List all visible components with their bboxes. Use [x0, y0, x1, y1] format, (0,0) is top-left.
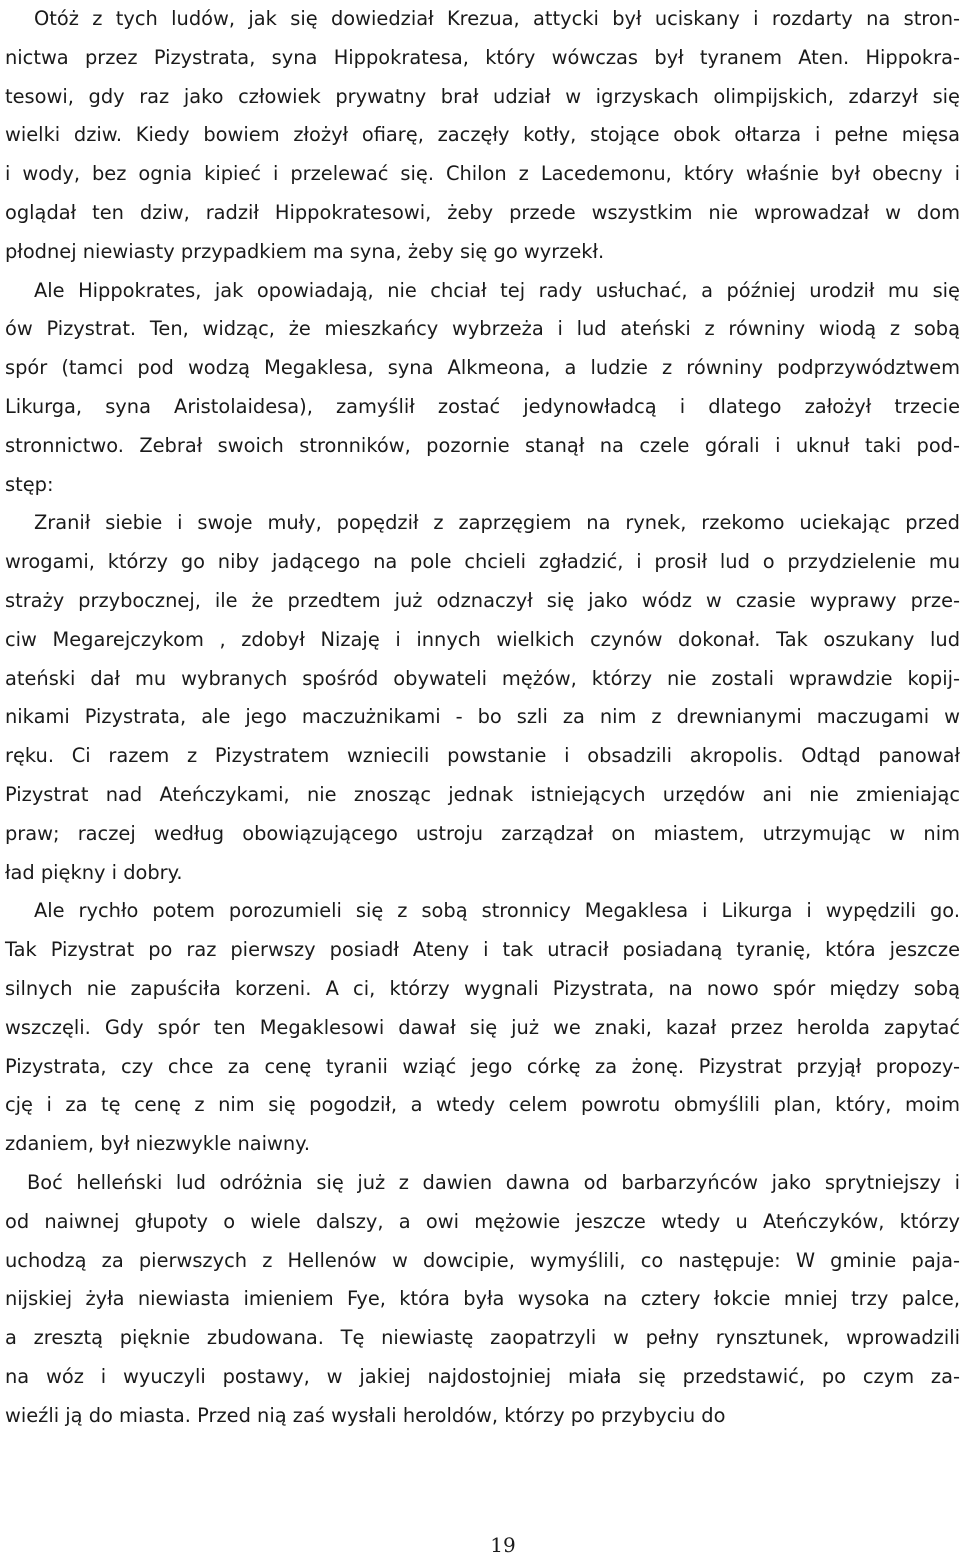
text-line: Pizystrat nad Ateńczykami, nie znosząc jednak istniejących urzędów ani nie zmieniając [5, 782, 960, 806]
text-line: a zresztą pięknie zbudowana. Tę niewiastę zaopatrzyli w pełny rynsztunek, wprowadzili [5, 1326, 960, 1350]
text-line: spór (tamci pod wodzą Megaklesa, syna Alkmeona, a ludzie z równiny podprzywództwem [5, 356, 960, 380]
text-line: uchodzą za pierwszych z Hellenów w dowcipie, wymyślili, co następuje: W gminie paja- [5, 1248, 960, 1272]
text-line: Zranił siebie i swoje muły, popędził z zaprzęgiem na rynek, rzekomo uciekając przed [34, 511, 960, 535]
text-line: tesowi, gdy raz jako człowiek prywatny brał udział w igrzyskach olimpijskich, zdarzył się [5, 84, 960, 108]
text-line: oglądał ten dziw, radził Hippokratesowi, żeby przede wszystkim nie wprowadzał w dom [5, 200, 960, 224]
text-line: od naiwnej głupoty o wiele dalszy, a owi mężowie jeszcze wtedy u Ateńczyków, którzy [5, 1209, 960, 1233]
text-line: Ale Hippokrates, jak opowiadają, nie chciał tej rady usłuchać, a później urodził mu się [34, 278, 960, 302]
text-line: ciw Megarejczykom , zdobył Nizaję i innych wielkich czynów dokonał. Tak oszukany lud [5, 627, 960, 651]
text-line: ateński dał mu wybranych spośród obywateli mężów, którzy nie zostali wprawdzie kopij- [5, 666, 960, 690]
text-line: praw; raczej według obowiązującego ustroju zarządzał on miastem, utrzymując w nim [5, 821, 960, 845]
text-line: cję i za tę cenę z nim się pogodził, a wtedy celem powrotu obmyślili plan, który, moim [5, 1093, 960, 1117]
text-line: straży przybocznej, ile że przedtem już odznaczył się jako wódz w czasie wyprawy prze- [5, 588, 960, 612]
page-number: 19 [490, 1533, 516, 1557]
text-line: wrogami, którzy go niby jadącego na pole chcieli zgładzić, i prosił lud o przydzielenie mu [5, 550, 960, 574]
text-line: i wody, bez ognia kipieć i przelewać się. Chilon z Lacedemonu, który właśnie był obecny i [5, 162, 960, 186]
text-line: Otóż z tych ludów, jak się dowiedział Krezua, attycki był uciskany i rozdarty na stron- [34, 7, 960, 30]
text-line: stęp: [5, 472, 54, 496]
text-line: Likurga, syna Aristolaidesa), zamyślił zostać jedynowładcą i dlatego założył trzecie [5, 394, 960, 418]
text-line: nijskiej żyła niewiasta imieniem Fye, która była wysoka na cztery łokcie mniej trzy palce, [5, 1287, 960, 1311]
text-line: Pizystrata, czy chce za cenę tyranii wziąć jego córkę za żonę. Pizystrat przyjął propozy- [5, 1054, 960, 1078]
text-line: stronnictwo. Zebrał swoich stronników, pozornie stanął na czele górali i uknuł taki pod- [5, 433, 960, 457]
text-line: płodnej niewiasty przypadkiem ma syna, żeby się go wyrzekł. [5, 239, 605, 263]
text-line: nictwa przez Pizystrata, syna Hippokratesa, który wówczas był tyranem Aten. Hippokra- [5, 45, 960, 69]
text-line: zdaniem, był niezwykle naiwny. [5, 1132, 311, 1156]
text-line: Boć helleński lud odróżnia się już z dawien dawna od barbarzyńców jako sprytniejszy i [27, 1170, 960, 1194]
text-line: ręku. Ci razem z Pizystratem wzniecili powstanie i obsadzili akropolis. Odtąd panował [5, 744, 960, 768]
text-line: nikami Pizystrata, ale jego maczużnikami - bo szli za nim z drewnianymi maczugami w [5, 705, 960, 729]
text-line: wieźli ją do miasta. Przed nią zaś wysłali heroldów, którzy po przybyciu do [5, 1403, 726, 1427]
text-line: wielki dziw. Kiedy bowiem złożył ofiarę, zaczęły kotły, stojące obok ołtarza i pełne mięsa [5, 123, 960, 147]
text-line: ład piękny i dobry. [5, 860, 183, 884]
text-line: na wóz i wyuczyli postawy, w jakiej najdostojniej miała się przedstawić, po czym za- [5, 1364, 960, 1388]
body-text [5, 0, 960, 1435]
text-line: ów Pizystrat. Ten, widząc, że mieszkańcy wybrzeża i lud ateński z równiny wiodą z sobą [5, 317, 960, 341]
text-line: wszczęli. Gdy spór ten Megaklesowi dawał się już we znaki, kazał przez herolda zapytać [5, 1015, 960, 1039]
text-line: silnych nie zapuściła korzeni. A ci, którzy wygnali Pizystrata, na nowo spór między sobą [5, 976, 960, 1000]
text-line: Tak Pizystrat po raz pierwszy posiadł Ateny i tak utracił posiadaną tyranię, która jeszcze [5, 938, 960, 962]
text-line: Ale rychło potem porozumieli się z sobą stronnicy Megaklesa i Likurga i wypędzili go. [34, 899, 960, 923]
